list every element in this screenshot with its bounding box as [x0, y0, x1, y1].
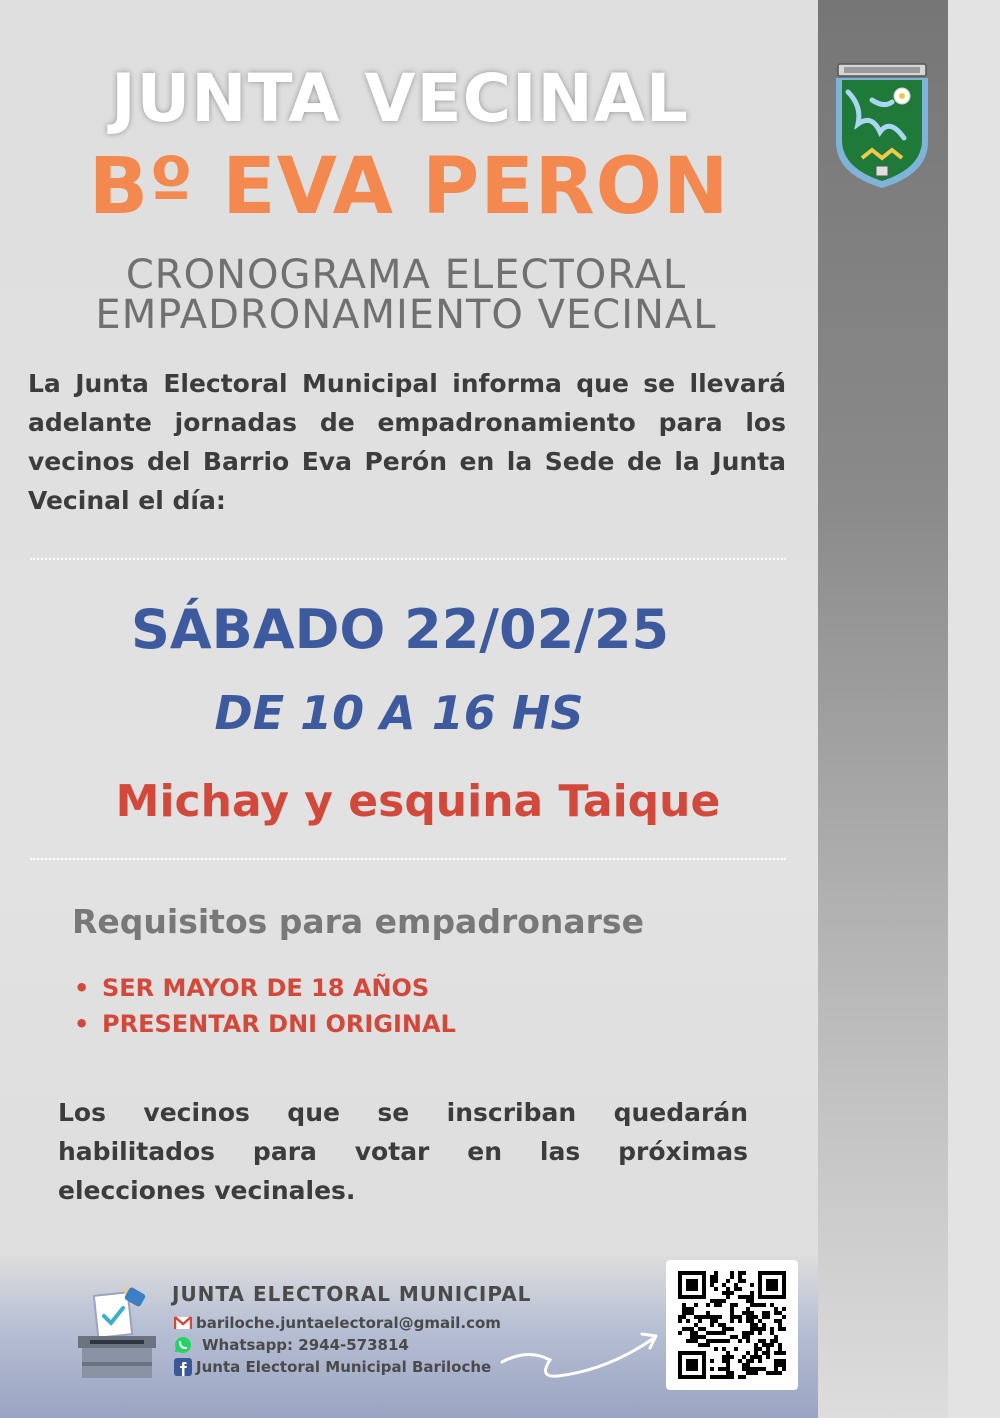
event-date: SÁBADO 22/02/25	[130, 598, 670, 661]
requirement-text: SER MAYOR DE 18 AÑOS	[102, 974, 430, 1002]
bullet-icon: •	[74, 974, 90, 1002]
facebook-icon	[174, 1358, 192, 1376]
requirements-list	[74, 970, 456, 1042]
intro-paragraph: La Junta Electoral Municipal informa que se llevará adelante jornadas de empadronamiento para los vecinos del Barrio Eva Perón en la Sede de la Junta Vecinal el día:	[28, 369, 786, 515]
side-gradient-band	[818, 0, 948, 1418]
dotted-divider	[30, 858, 786, 860]
email-text: bariloche.juntaelectoral@gmail.com	[196, 1314, 501, 1332]
qr-code[interactable]	[678, 1271, 786, 1379]
event-hours: DE 10 A 16 HS	[214, 686, 584, 740]
municipal-crest-icon	[832, 62, 932, 190]
title-junta-vecinal: JUNTA VECINAL	[111, 60, 689, 137]
dotted-divider	[30, 558, 786, 560]
title-barrio: Bº EVA PERON	[88, 142, 730, 232]
footer-title: JUNTA ELECTORAL MUNICIPAL	[172, 1282, 532, 1306]
contact-email[interactable]	[174, 1314, 501, 1332]
facebook-text: Junta Electoral Municipal Bariloche	[196, 1358, 492, 1376]
event-location: Michay y esquina Taique	[115, 776, 721, 827]
qr-code-card[interactable]	[666, 1260, 798, 1390]
requirement-text: PRESENTAR DNI ORIGINAL	[102, 1010, 456, 1038]
bullet-icon: •	[74, 1010, 90, 1038]
side-edge	[948, 0, 1000, 1418]
requirements-title: Requisitos para empadronarse	[72, 902, 644, 941]
subtitle-empadronamiento: EMPADRONAMIENTO VECINAL	[95, 292, 717, 338]
ballot-box-icon	[76, 1284, 158, 1380]
closing-paragraph: Los vecinos que se inscriban quedarán habilitados para votar en las próximas elecciones vecinales.	[58, 1098, 748, 1205]
list-item	[74, 1006, 456, 1042]
whatsapp-icon	[174, 1336, 192, 1354]
subtitle-cronograma: CRONOGRAMA ELECTORAL	[125, 252, 687, 298]
curved-arrow-icon	[498, 1318, 668, 1388]
contact-facebook[interactable]	[174, 1358, 491, 1376]
list-item	[74, 970, 456, 1006]
contact-whatsapp[interactable]	[174, 1336, 409, 1354]
whatsapp-text: Whatsapp: 2944-573814	[202, 1336, 409, 1354]
gmail-icon	[174, 1314, 192, 1332]
